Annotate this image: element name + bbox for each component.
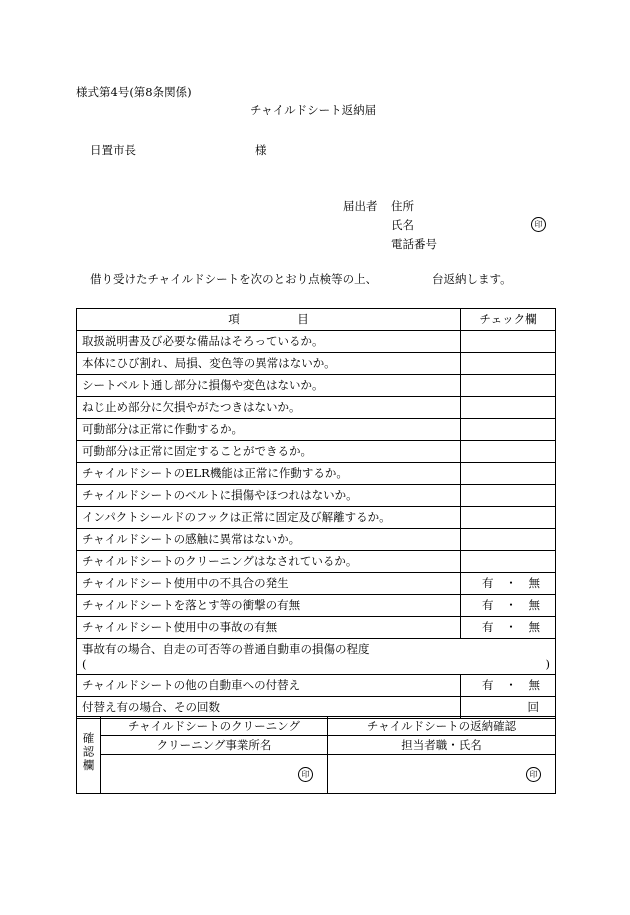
addressee-name: 日置市長 [90, 143, 136, 157]
no-option[interactable]: 無 [528, 620, 540, 634]
yes-option[interactable]: 有 [482, 678, 494, 692]
checklist-row [77, 463, 556, 485]
checklist-row [77, 551, 556, 573]
check-cell[interactable] [461, 441, 556, 463]
checklist-item: チャイルドシートのクリーニングはなされているか。 [77, 551, 461, 573]
checklist-item: シートベルト通し部分に損傷や変色はないか。 [77, 375, 461, 397]
check-cell[interactable] [461, 353, 556, 375]
check-cell[interactable] [461, 419, 556, 441]
transfer-row [77, 675, 556, 697]
no-option[interactable]: 無 [528, 576, 540, 590]
checklist-row [77, 419, 556, 441]
statement-text: 借り受けたチャイルドシートを次のとおり点検等の上、 [90, 272, 378, 286]
cleaning-sign-cell[interactable] [101, 755, 328, 794]
separator-dot: ・ [505, 598, 517, 612]
checklist-row [77, 397, 556, 419]
yes-no-row [77, 573, 556, 595]
separator-dot: ・ [505, 620, 517, 634]
statement-unit: 台返納します。 [432, 272, 512, 286]
yes-no-row [77, 595, 556, 617]
yes-no-question: チャイルドシート使用中の事故の有無 [77, 617, 461, 639]
no-option[interactable]: 無 [528, 598, 540, 612]
cleaning-office-label: クリーニング事業所名 [101, 736, 328, 755]
confirm-header-row [77, 717, 556, 736]
name-label: 氏名 [391, 218, 414, 232]
seal-mark: 印 [531, 217, 546, 232]
damage-label: 事故有の場合、自走の可否等の普通自動車の損傷の程度 [82, 642, 370, 656]
check-cell[interactable] [461, 507, 556, 529]
check-cell[interactable] [461, 463, 556, 485]
check-cell[interactable] [461, 397, 556, 419]
damage-row [77, 639, 556, 675]
checklist-row [77, 529, 556, 551]
yes-no-cell[interactable] [461, 595, 556, 617]
confirmation-table [76, 716, 556, 794]
paren-open: ( [82, 657, 87, 671]
yes-no-question: チャイルドシートを落とす等の衝撃の有無 [77, 595, 461, 617]
checklist-item: ねじ止め部分に欠損やがたつきはないか。 [77, 397, 461, 419]
check-cell[interactable] [461, 529, 556, 551]
checklist-row [77, 353, 556, 375]
count-question: 付替え有の場合、その回数 [77, 697, 461, 719]
check-cell[interactable] [461, 485, 556, 507]
check-cell[interactable] [461, 551, 556, 573]
form-title: チャイルドシート返納届 [250, 103, 377, 117]
yes-no-cell[interactable] [461, 573, 556, 595]
paren-close: ) [545, 657, 550, 671]
checklist-item: チャイルドシートの感触に異常はないか。 [77, 529, 461, 551]
return-header: チャイルドシートの返納確認 [328, 717, 556, 736]
checklist-header [77, 309, 556, 331]
confirm-sub-row [77, 736, 556, 755]
no-option[interactable]: 無 [528, 678, 540, 692]
checklist-item: チャイルドシートのELR機能は正常に作動するか。 [77, 463, 461, 485]
staff-name-label: 担当者職・氏名 [328, 736, 556, 755]
yes-option[interactable]: 有 [482, 620, 494, 634]
cleaning-header: チャイルドシートのクリーニング [101, 717, 328, 736]
checklist-row [77, 331, 556, 353]
yes-no-question: チャイルドシート使用中の不具合の発生 [77, 573, 461, 595]
yes-no-cell[interactable] [461, 675, 556, 697]
yes-no-cell[interactable] [461, 617, 556, 639]
separator-dot: ・ [505, 678, 517, 692]
checklist-item: チャイルドシートのベルトに損傷やほつれはないか。 [77, 485, 461, 507]
checklist-item: 本体にひび割れ、局損、変色等の異常はないか。 [77, 353, 461, 375]
confirmation-label-cell [77, 717, 101, 794]
yes-no-row [77, 617, 556, 639]
confirm-sign-row [77, 755, 556, 794]
checklist-item: 可動部分は正常に作動するか。 [77, 419, 461, 441]
check-cell[interactable] [461, 375, 556, 397]
applicant-label: 届出者 [343, 199, 378, 213]
checklist-item: 可動部分は正常に固定することができるか。 [77, 441, 461, 463]
address-label: 住所 [391, 199, 414, 213]
checklist-row [77, 507, 556, 529]
checklist-row [77, 441, 556, 463]
checklist-table [76, 308, 556, 719]
seal-mark: 印 [298, 767, 313, 782]
phone-label: 電話番号 [391, 237, 437, 251]
separator-dot: ・ [505, 576, 517, 590]
seal-mark: 印 [526, 767, 541, 782]
addressee-honorific: 様 [255, 143, 267, 157]
checklist-row [77, 375, 556, 397]
checklist-item: インパクトシールドのフックは正常に固定及び解離するか。 [77, 507, 461, 529]
form-number: 様式第4号(第8条関係) [76, 85, 192, 99]
yes-option[interactable]: 有 [482, 576, 494, 590]
return-sign-cell[interactable] [328, 755, 556, 794]
count-unit: 回 [527, 700, 539, 714]
checklist-row [77, 485, 556, 507]
transfer-question: チャイルドシートの他の自動車への付替え [77, 675, 461, 697]
item-column-header: 項 目 [77, 309, 461, 331]
damage-cell[interactable] [77, 639, 556, 675]
confirmation-label: 確認欄 [81, 732, 96, 773]
checklist-item: 取扱説明書及び必要な備品はそろっているか。 [77, 331, 461, 353]
check-cell[interactable] [461, 331, 556, 353]
yes-option[interactable]: 有 [482, 598, 494, 612]
check-column-header: チェック欄 [461, 309, 556, 331]
